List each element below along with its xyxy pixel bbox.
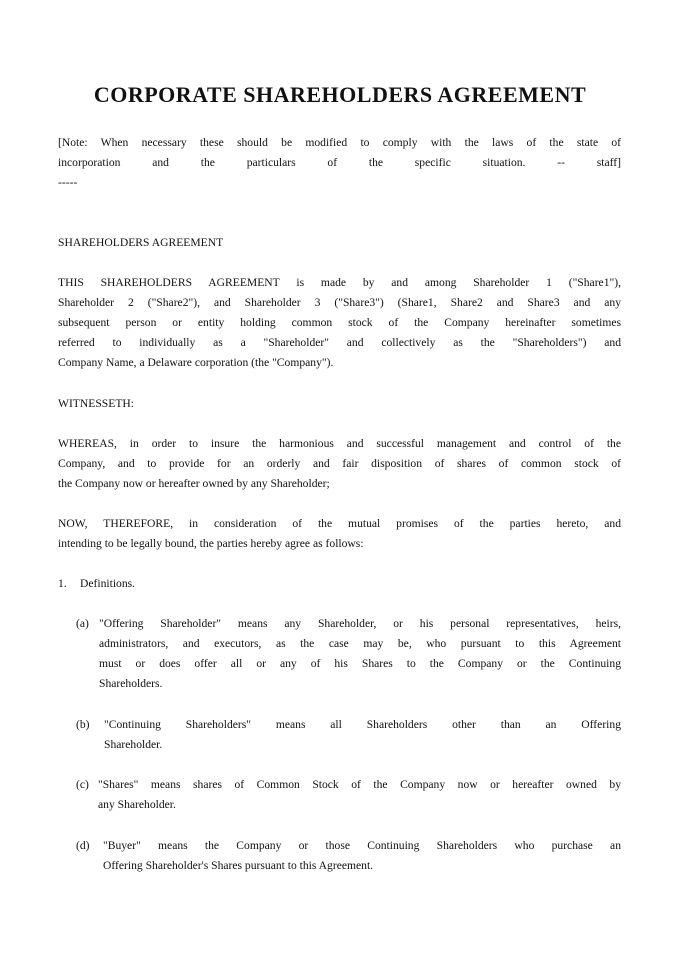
definition-offering-shareholder — [99, 614, 621, 694]
definition-buyer — [103, 836, 621, 876]
text-line: subsequent person or entity holding common stock of the Company hereinafter sometimes — [58, 316, 621, 329]
text-line: NOW, THEREFORE, in consideration of the mutual promises of the parties hereto, and — [58, 517, 621, 530]
section-title: Definitions. — [80, 577, 136, 590]
document-title: CORPORATE SHAREHOLDERS AGREEMENT — [93, 82, 587, 107]
text-line: ----- — [58, 176, 78, 189]
whereas-paragraph — [58, 434, 621, 494]
witnesseth-heading — [58, 394, 621, 414]
text-line: administrators, and executors, as the case may be, who pursuant to this Agreement — [99, 637, 621, 650]
text-line: Shareholders. — [99, 677, 163, 690]
text-line: "Shares" means shares of Common Stock of the Company now or hereafter owned by — [98, 778, 621, 791]
now-therefore-paragraph — [58, 514, 621, 554]
text-line: incorporation and the particulars of the specific situation. -- staff] — [58, 156, 621, 169]
text-line: "Offering Shareholder" means any Shareholder, or his personal representatives, heirs, — [99, 617, 621, 630]
text-line: Company, and to provide for an orderly and fair disposition of shares of common stock of — [58, 457, 621, 470]
text-line: "Continuing Shareholders" means all Shareholders other than an Offering — [104, 718, 621, 731]
section-heading — [58, 233, 621, 253]
text-line: [Note: When necessary these should be modified to comply with the laws of the state of — [58, 136, 621, 149]
text-line: intending to be legally bound, the parties hereby agree as follows: — [58, 537, 364, 550]
definition-shares — [98, 775, 621, 815]
section-number: 1. — [58, 577, 67, 590]
text-line: SHAREHOLDERS AGREEMENT — [58, 236, 224, 249]
text-line: Offering Shareholder's Shares pursuant to this Agreement. — [103, 859, 374, 872]
definition-label: (d) — [76, 839, 90, 852]
text-line: must or does offer all or any of his Shares to the Company or the Continuing — [99, 657, 621, 670]
definition-continuing-shareholders — [104, 715, 621, 755]
text-line: the Company now or hereafter owned by any Shareholder; — [58, 477, 330, 490]
definition-label: (b) — [76, 718, 90, 731]
text-line: Shareholder 2 ("Share2"), and Shareholder 3 ("Share3") (Share1, Share2 and Share3 and any — [58, 296, 621, 309]
text-line: Company Name, a Delaware corporation (the "Company"). — [58, 356, 334, 369]
text-line: "Buyer" means the Company or those Continuing Shareholders who purchase an — [103, 839, 621, 852]
text-line: Shareholder. — [104, 738, 163, 751]
text-line: WITNESSETH: — [58, 397, 134, 410]
text-line: any Shareholder. — [98, 798, 176, 811]
text-line: WHEREAS, in order to insure the harmonious and successful management and control of the — [58, 437, 621, 450]
definition-label: (a) — [76, 617, 89, 630]
text-line: referred to individually as a "Shareholder" and collectively as the "Shareholders") and — [58, 336, 621, 349]
editor-note — [58, 133, 621, 193]
definition-label: (c) — [76, 778, 89, 791]
intro-paragraph — [58, 273, 621, 373]
text-line: THIS SHAREHOLDERS AGREEMENT is made by and among Shareholder 1 ("Share1"), — [58, 276, 621, 289]
